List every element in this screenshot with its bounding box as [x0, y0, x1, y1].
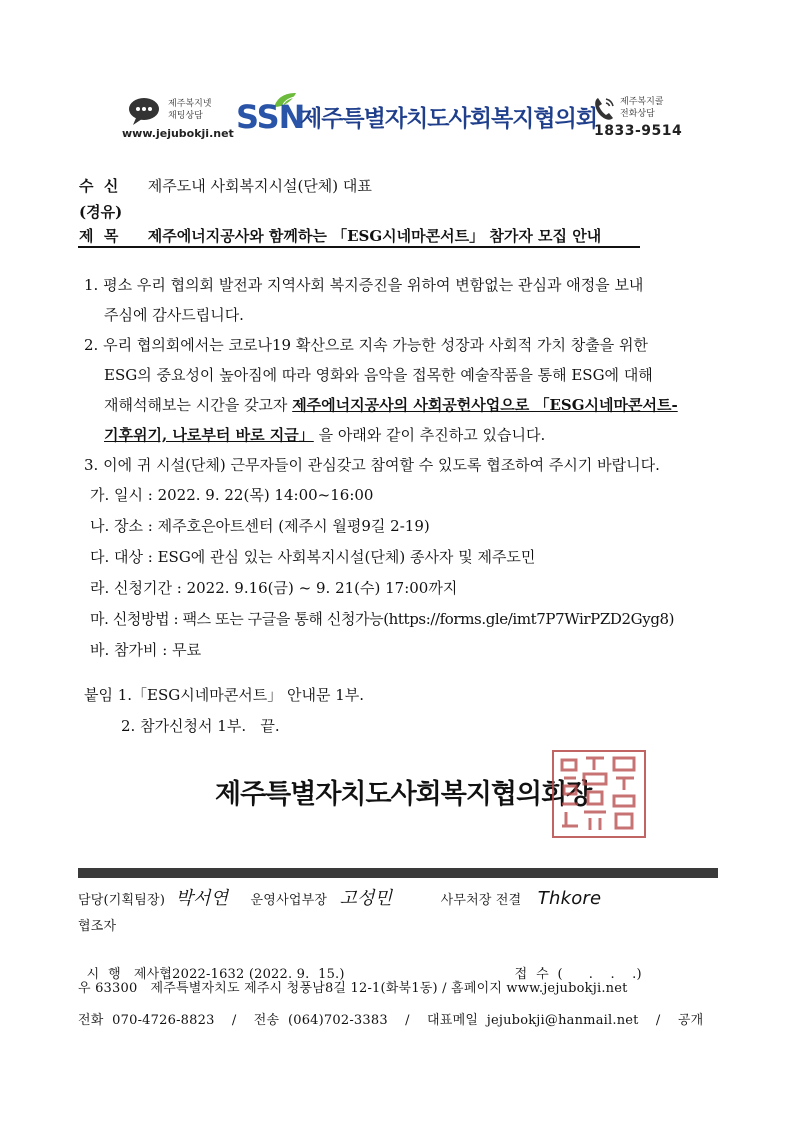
coop-label: 협조자 — [78, 919, 117, 934]
recipient-label: 수 신 — [79, 177, 119, 195]
doc-number: 제사협2022-1632 (2022. 9. 15.) — [133, 967, 345, 982]
address: 우 63300 제주특별자치도 제주시 청풍남8길 12-1(화북1동) / 홈페이지 www.jejubokji.net — [78, 981, 628, 996]
recipient-row — [79, 176, 372, 196]
contact: 전화 070-4726-8823 / 전송 (064)702-3383 / 대표메일 jejubokji@hanmail.net / 공개 — [78, 1013, 704, 1028]
p1-line2: 주심에 감사드립니다. — [104, 306, 244, 324]
recv-row — [506, 948, 642, 984]
attachment-1: 붙임 1.「ESG시네마콘서트」 안내문 1부. — [84, 686, 365, 704]
detail-item-date: 가. 일시 : 2022. 9. 22(목) 14:00~16:00 — [90, 486, 374, 504]
p2-line4 — [84, 420, 724, 450]
body-paragraphs — [84, 270, 724, 666]
phone-line-2: 전화상담 — [620, 109, 655, 119]
official-seal — [552, 750, 646, 838]
p2-line2: ESG의 중요성이 높아짐에 따라 영화와 음악을 접목한 예술작품을 통해 ESG에 대해 — [104, 366, 653, 384]
phone-number: 1833-9514 — [594, 123, 683, 139]
recipient: 제주도내 사회복지시설(단체) 대표 — [147, 177, 372, 195]
staff-label: 담당(기획팀장) — [78, 893, 166, 908]
chat-consult-label — [168, 98, 211, 122]
detail-item-method: 마. 신청방법 : 팩스 또는 구글을 통해 신청가능(https://forms.gle/imt7P7WirPZD2Gyg8) — [90, 610, 675, 628]
subject-label: 제 목 — [79, 227, 119, 245]
phone-icon — [592, 96, 616, 122]
chief-signature: Thkore — [537, 888, 602, 909]
phone-consult-label — [620, 96, 663, 120]
subject: 제주에너지공사와 함께하는 「ESG시네마콘서트」 참가자 모집 안내 — [147, 227, 602, 245]
p1-line1: 1. 평소 우리 협의회 발전과 지역사회 복지증진을 위하여 변함없는 관심과 애정을 보내 — [84, 276, 644, 294]
chief-label: 사무처장 전결 — [440, 893, 522, 908]
p3: 3. 이에 귀 시설(단체) 근무자들이 관심갖고 참여할 수 있도록 협조하여 주시기 바랍니다. — [84, 456, 660, 474]
recv-blank: ( . . .) — [557, 967, 642, 982]
detail-list — [84, 480, 724, 666]
detail-item-period: 라. 신청기간 : 2022. 9.16(금) ~ 9. 21(수) 17:00까지 — [90, 579, 458, 597]
subject-underline — [78, 246, 640, 248]
chat-line-2: 채팅상담 — [168, 111, 203, 121]
detail-item-target: 다. 대상 : ESG에 관심 있는 사회복지시설(단체) 종사자 및 제주도민 — [90, 548, 536, 566]
detail-item-place: 나. 장소 : 제주호은아트센터 (제주시 월평9길 2-19) — [90, 517, 430, 535]
chat-line-1: 제주복지넷 — [168, 99, 212, 109]
sender-title: 제주특별자치도사회복지협의회장 — [215, 779, 592, 810]
org-title: 제주특별자치도사회복지협의회 — [300, 106, 598, 132]
via-label: (경유) — [79, 203, 123, 221]
recv-label: 접 수 — [514, 967, 549, 982]
dept-label: 운영사업부장 — [250, 893, 328, 908]
site-url[interactable]: www.jejubokji.net — [122, 127, 234, 140]
phone-line-1: 제주복지콜 — [620, 97, 664, 107]
dept-signature: 고성민 — [339, 888, 393, 909]
doc-row — [78, 948, 345, 984]
p2-line3-a: 재해석해보는 시간을 갖고자 — [104, 396, 293, 414]
staff-signature: 박서연 — [175, 888, 229, 909]
p2-line4-b: 을 아래와 같이 추진하고 있습니다. — [318, 426, 546, 444]
detail-item-fee: 바. 참가비 : 무료 — [90, 641, 202, 659]
ssn-logo: SSN — [236, 98, 305, 136]
p2-line3 — [84, 390, 724, 420]
attachment-2: 2. 참가신청서 1부. 끝. — [121, 717, 280, 735]
chat-bubble-icon — [128, 96, 164, 126]
doc-label: 시 행 — [86, 967, 121, 982]
p2-line3-highlight: 제주에너지공사의 사회공헌사업으로 「ESG시네마콘서트- — [292, 396, 678, 414]
subject-row — [79, 226, 601, 246]
footer-rule — [78, 868, 718, 878]
p2-line4-highlight: 기후위기, 나로부터 바로 지금」 — [104, 426, 314, 444]
approval-row — [78, 890, 601, 910]
p2-line1: 2. 우리 협의회에서는 코로나19 확산으로 지속 가능한 성장과 사회적 가치 창출을 위한 — [84, 336, 649, 354]
